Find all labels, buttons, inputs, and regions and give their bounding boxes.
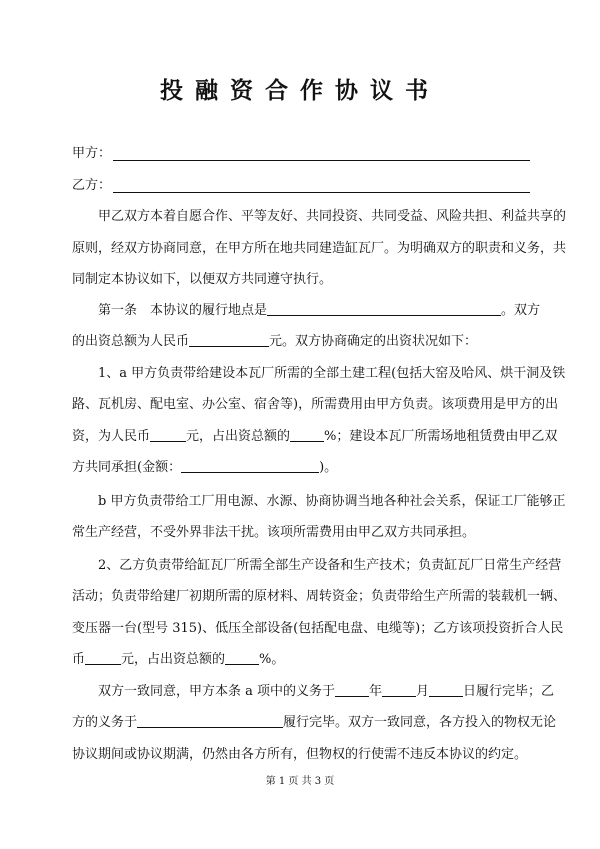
paragraph-line: 路、瓦机房、配电室、办公室、宿舍等)，所需费用由甲方负责。该项费用是甲方的出 — [72, 397, 559, 412]
party-b-investment-line — [72, 648, 530, 667]
party-b-percent-blank[interactable] — [225, 652, 259, 665]
total-investment-line — [72, 330, 530, 349]
party-b-blank[interactable] — [113, 178, 530, 193]
text-segment: 月 — [416, 684, 430, 699]
party-b-obligation-blank[interactable] — [137, 715, 283, 728]
text-segment: 币 — [72, 652, 86, 667]
party-b-amount-blank[interactable] — [85, 652, 121, 665]
rent-amount-line — [72, 456, 530, 475]
text-segment: 双方一致同意，甲方本条 a 项中的义务于 — [98, 684, 336, 699]
text-segment: 元。双方协商确定的出资状况如下： — [269, 334, 478, 349]
text-segment: 元，占出资总额的 — [186, 429, 291, 444]
text-segment: 履行完毕。双方一致同意，各方投入的物权无论 — [283, 715, 557, 730]
text-segment: 方的义务于 — [72, 715, 138, 730]
text-segment: %。 — [259, 652, 285, 667]
document-title: 投融资合作协议书 — [160, 77, 440, 104]
party-a-amount-blank[interactable] — [150, 429, 186, 442]
rent-amount-blank[interactable] — [181, 460, 319, 473]
party-a-investment-line — [72, 425, 558, 444]
party-a-percent-blank[interactable] — [290, 429, 324, 442]
text-segment: 日履行完毕；乙 — [463, 684, 555, 699]
text-segment: 资，为人民币 — [72, 429, 151, 444]
text-segment: %；建设本瓦厂所需场地租赁费由甲乙双 — [324, 429, 558, 444]
party-b-obligation-line — [72, 711, 557, 730]
text-segment: 年 — [369, 684, 383, 699]
completion-date-line — [72, 680, 555, 699]
month-blank[interactable] — [382, 684, 416, 697]
paragraph-line: 甲乙双方本着自愿合作、平等友好、共同投资、共同受益、风险共担、利益共享的 — [98, 209, 567, 224]
paragraph-line: 原则，经双方协商同意，在甲方所在地共同建造缸瓦厂。为明确双方的职责和义务，共 — [72, 241, 567, 256]
year-blank[interactable] — [335, 684, 369, 697]
text-segment: 。双方 — [501, 303, 541, 318]
text-segment: 的出资总额为人民币 — [72, 334, 190, 349]
paragraph-line: 变压器一台(型号 315)、低压全部设备(包括配电盘、电缆等)；乙方该项投资折合人民 — [72, 621, 564, 636]
text-segment: 方共同承担(金额： — [72, 460, 182, 475]
paragraph-line: 协议期间或协议期满，仍然由各方所有，但物权的行使需不违反本协议的约定。 — [72, 747, 528, 762]
party-a-field — [72, 142, 530, 161]
party-a-label: 甲方： — [72, 146, 112, 161]
paragraph-line: 同制定本协议如下，以便双方共同遵守执行。 — [72, 272, 333, 287]
article-1-line — [72, 299, 541, 318]
paragraph-line: 1、a 甲方负责带给建设本瓦厂所需的全部土建工程(包括大窑及哈风、烘干洞及铁 — [98, 366, 566, 381]
paragraph-line: b 甲方负责带给工厂用电源、水源、协商协调当地各种社会关系，保证工厂能够正 — [98, 494, 566, 509]
paragraph-line: 2、乙方负责带给缸瓦厂所需全部生产设备和生产技术；负责缸瓦厂日常生产经营 — [98, 558, 562, 573]
party-b-label: 乙方： — [72, 178, 112, 193]
party-a-blank[interactable] — [113, 146, 530, 161]
page-number: 第 1 页 共 3 页 — [265, 776, 335, 787]
party-b-field — [72, 174, 530, 193]
day-blank[interactable] — [429, 684, 463, 697]
paragraph-line: 活动；负责带给建厂初期所需的原材料、周转资金；负责带给生产所需的装载机一辆、 — [72, 589, 567, 604]
text-segment: )。 — [319, 460, 338, 475]
paragraph-line: 常生产经营，不受外界非法干扰。该项所需费用由甲乙双方共同承担。 — [72, 525, 476, 540]
total-amount-blank[interactable] — [189, 334, 269, 347]
article-1-location-label: 第一条 本协议的履行地点是 — [98, 303, 268, 318]
text-segment: 元，占出资总额的 — [121, 652, 226, 667]
location-blank[interactable] — [267, 303, 501, 316]
